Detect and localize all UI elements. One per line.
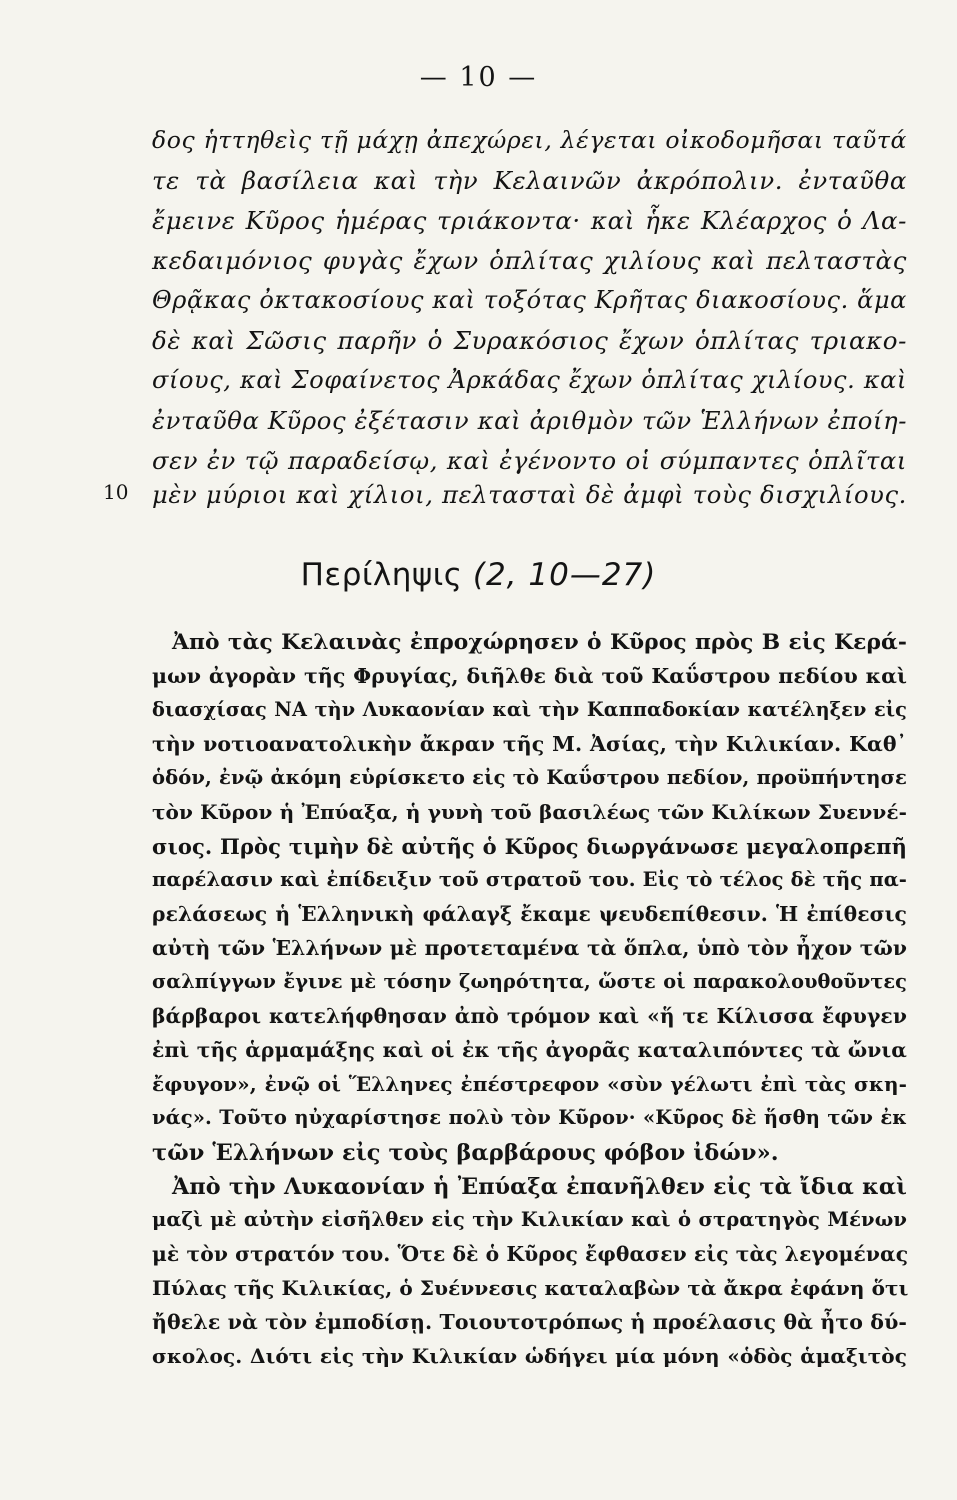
text-line: σίους, καὶ Σοφαίνετος Ἀρκάδας ἔχων ὁπλίτας χιλίους. καὶ bbox=[152, 366, 907, 394]
text-line: τὸν Κῦρον ἡ Ἐπύαξα, ἡ γυνὴ τοῦ βασιλέως τῶν Κιλίκων Συεννέ- bbox=[152, 800, 907, 824]
text-line: τῶν Ἑλλήνων εἰς τοὺς βαρβάρους φόβον ἰδών». bbox=[152, 1140, 779, 1166]
text-line: μὲν μύριοι καὶ χίλιοι, πελτασταὶ δὲ ἀμφὶ τοὺς δισχιλίους. bbox=[152, 480, 907, 509]
text-line: ἤθελε νὰ τὸν ἐμποδίσῃ. Τοιουτοτρόπως ἡ προέλασις θὰ ἦτο δύ- bbox=[152, 1310, 907, 1334]
text-line: παρέλασιν καὶ ἐπίδειξιν τοῦ στρατοῦ του. Εἰς τὸ τέλος δὲ τῆς πα- bbox=[152, 868, 907, 891]
text-line: μαζὶ μὲ αὐτὴν εἰσῆλθεν εἰς τὴν Κιλικίαν καὶ ὁ στρατηγὸς Μένων bbox=[152, 1208, 907, 1231]
text-line: ρελάσεως ἡ Ἑλληνικὴ φάλαγξ ἔκαμε ψευδεπίθεσιν. Ἡ ἐπίθεσις bbox=[152, 902, 907, 926]
text-line: ἐπὶ τῆς ἁρμαμάξης καὶ οἱ ἐκ τῆς ἀγορᾶς καταλιπόντες τὰ ὤνια bbox=[152, 1038, 907, 1062]
text-line: Ἀπὸ τὴν Λυκαονίαν ἡ Ἐπύαξα ἐπανῆλθεν εἰς τὰ ἴδια καὶ bbox=[172, 1174, 907, 1200]
section-heading bbox=[0, 557, 957, 593]
page-number: — 10 — bbox=[419, 62, 538, 93]
line-number: 10 bbox=[103, 480, 129, 504]
text-line: σαλπίγγων ἔγινε μὲ τόσην ζωηρότητα, ὥστε οἱ παρακολουθοῦντες bbox=[152, 970, 907, 993]
text-line: ἔμεινε Κῦρος ἡμέρας τριάκοντα· καὶ ἧκε Κλέαρχος ὁ Λα- bbox=[152, 206, 907, 235]
text-line: σιος. Πρὸς τιμὴν δὲ αὐτῆς ὁ Κῦρος διωργάνωσε μεγαλοπρεπῆ bbox=[152, 834, 907, 859]
text-line: δὲ καὶ Σῶσις παρῆν ὁ Συρακόσιος ἔχων ὁπλίτας τριακο- bbox=[152, 326, 907, 355]
text-line: διασχίσας ΝΑ τὴν Λυκαονίαν καὶ τὴν Καππαδοκίαν κατέληξεν εἰς bbox=[152, 698, 907, 721]
text-line: βάρβαροι κατελήφθησαν ἀπὸ τρόμον καὶ «ἥ τε Κίλισσα ἔφυγεν bbox=[152, 1004, 907, 1028]
text-line: μὲ τὸν στρατόν του. Ὅτε δὲ ὁ Κῦρος ἔφθασεν εἰς τὰς λεγομένας bbox=[152, 1242, 909, 1266]
text-line: αὐτὴ τῶν Ἑλλήνων μὲ προτεταμένα τὰ ὅπλα, ὑπὸ τὸν ἦχον τῶν bbox=[152, 936, 907, 960]
text-line: Πύλας τῆς Κιλικίας, ὁ Συέννεσις καταλαβὼν τὰ ἄκρα ἐφάνη ὅτι bbox=[152, 1276, 909, 1300]
text-line: σεν ἐν τῷ παραδείσῳ, καὶ ἐγένοντο οἱ σύμπαντες ὁπλῖται bbox=[152, 446, 907, 475]
text-line: κεδαιμόνιος φυγὰς ἔχων ὁπλίτας χιλίους καὶ πελταστὰς bbox=[152, 246, 907, 275]
text-line: νάς». Τοῦτο ηὐχαρίστησε πολὺ τὸν Κῦρον· «Κῦρος δὲ ἥσθη τῶν ἐκ bbox=[152, 1106, 907, 1129]
text-line: τε τὰ βασίλεια καὶ τὴν Κελαινῶν ἀκρόπολιν. ἐνταῦθα bbox=[152, 166, 907, 195]
text-line: δος ἡττηθεὶς τῇ μάχῃ ἀπεχώρει, λέγεται οἰκοδομῆσαι ταῦτά bbox=[152, 126, 907, 154]
heading-reference: (2, 10—27) bbox=[472, 557, 657, 593]
text-line: Ἀπὸ τὰς Κελαινὰς ἐπροχώρησεν ὁ Κῦρος πρὸς Β εἰς Κερά- bbox=[172, 630, 907, 655]
text-line: ἔφυγον», ἐνῷ οἱ Ἕλληνες ἐπέστρεφον «σὺν γέλωτι ἐπὶ τὰς σκη- bbox=[152, 1072, 907, 1096]
text-line: ἐνταῦθα Κῦρος ἐξέτασιν καὶ ἀριθμὸν τῶν Ἑλλήνων ἐποίη- bbox=[152, 406, 907, 435]
heading-title: Περίληψις bbox=[300, 557, 463, 593]
text-line: μων ἀγορὰν τῆς Φρυγίας, διῆλθε διὰ τοῦ Καΰστρου πεδίου καὶ bbox=[152, 664, 907, 688]
text-line: τὴν νοτιοανατολικὴν ἄκραν τῆς Μ. Ἀσίας, τὴν Κιλικίαν. Καθ᾽ bbox=[152, 732, 907, 756]
text-line: Θρᾷκας ὀκτακοσίους καὶ τοξότας Κρῆτας διακοσίους. ἅμα bbox=[152, 286, 907, 314]
text-line: σκολος. Διότι εἰς τὴν Κιλικίαν ὡδήγει μία μόνη «ὁδὸς ἁμαξιτὸς bbox=[152, 1344, 907, 1368]
text-line: ὁδόν, ἐνῷ ἀκόμη εὑρίσκετο εἰς τὸ Καΰστρου πεδίον, προϋπήντησε bbox=[152, 766, 907, 789]
